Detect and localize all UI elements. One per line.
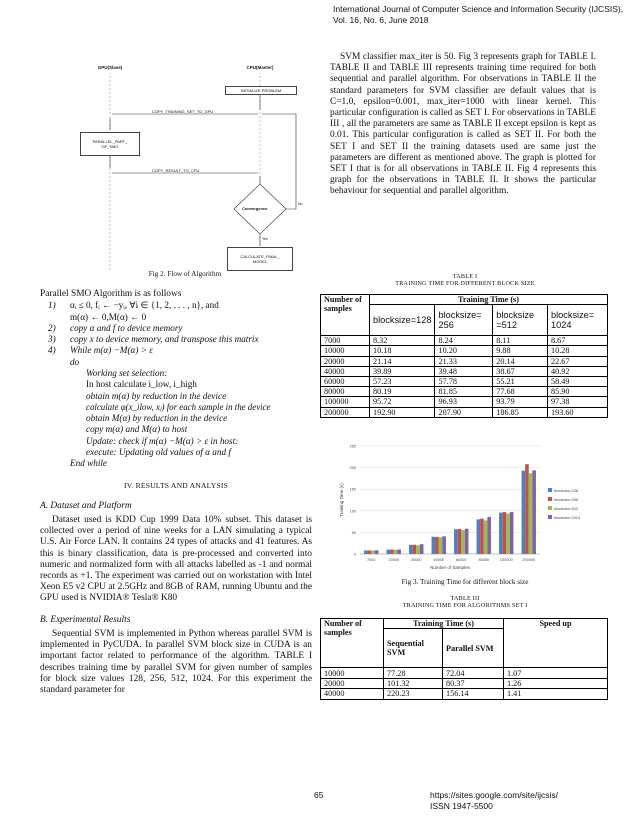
bar bbox=[364, 550, 368, 554]
table-cell: 77.68 bbox=[493, 387, 548, 397]
flow-diagram bbox=[72, 52, 302, 274]
table-cell: 1.41 bbox=[504, 689, 608, 699]
bar bbox=[394, 550, 398, 554]
bar bbox=[461, 530, 465, 554]
table-cell: 40000 bbox=[321, 366, 370, 376]
legend-label: blocksize=1024 bbox=[554, 515, 581, 520]
bar bbox=[529, 473, 533, 554]
table-cell: 58.49 bbox=[548, 376, 608, 386]
bar bbox=[375, 550, 379, 554]
table1-header: blocksize= 256 bbox=[435, 305, 493, 336]
table3-caption: TRAINING TIME FOR ALGORITHMS SET I bbox=[402, 602, 528, 609]
footer-url: https://sites.google.com/site/ijcsis/ bbox=[430, 790, 559, 800]
bar bbox=[503, 512, 507, 554]
algorithm-steps bbox=[40, 300, 312, 469]
table1-label: TABLE I bbox=[452, 273, 478, 280]
legend-label: blocksize=128 bbox=[554, 488, 579, 493]
loop-line: obtain m(α) by reduction in the device bbox=[86, 390, 227, 401]
footer-block bbox=[430, 790, 558, 812]
table-cell: 10.20 bbox=[435, 346, 493, 356]
x-tick-label: 10000 bbox=[388, 558, 400, 562]
y-tick-label: 150 bbox=[349, 487, 356, 492]
initialize-problem-box: INITIALIZE PROBLEM bbox=[225, 86, 297, 95]
x-tick-label: 80000 bbox=[478, 558, 490, 562]
table-cell: 8.67 bbox=[548, 336, 608, 346]
table1-caption: TRAINING TIME FOR DIFFERENT BLOCK SIZE bbox=[395, 280, 535, 287]
bar bbox=[506, 513, 510, 554]
algorithm-step bbox=[48, 345, 312, 356]
step-number: 3) bbox=[48, 334, 56, 345]
table-cell: 193.60 bbox=[548, 407, 608, 417]
table-row bbox=[321, 336, 608, 346]
bar bbox=[416, 545, 420, 554]
bar bbox=[465, 529, 469, 554]
table-row bbox=[321, 689, 608, 699]
table3-sub-header: Parallel SVM bbox=[443, 629, 504, 668]
step-text: m(α) ← 0,M(α) ← 0 bbox=[70, 311, 147, 322]
table-cell: 156.14 bbox=[443, 689, 504, 699]
table-cell: 10.28 bbox=[548, 346, 608, 356]
table-cell: 21.14 bbox=[370, 356, 435, 366]
x-tick-label: 20000 bbox=[410, 558, 422, 562]
paragraph-a: Dataset used is KDD Cup 1999 Data 10% subset. This dataset is collected over a period of nine weeks for a LAN simulating a typical U.S. Air Force LAN. It contains 24 types of attacks and 41 features. As this is binary classification, data is pre-processed and converted into numeric and normalized form with all attacks labelled as -1 and normal records as +1. The experiment was carried out on workstation with Intel Xeon E5 v2 CPU at 2.5GHz and 8GB of RAM, running Ubuntu and the GPU used is NVIDIA® Tesla® K80 bbox=[40, 515, 312, 604]
table-cell: 72.04 bbox=[443, 668, 504, 678]
legend-swatch bbox=[548, 515, 552, 519]
table-row bbox=[321, 376, 608, 386]
table1-header: blocksize=128 bbox=[370, 305, 435, 336]
table-cell: 80.19 bbox=[370, 387, 435, 397]
table3 bbox=[320, 618, 608, 700]
table-cell: 10000 bbox=[321, 346, 370, 356]
page-number: 65 bbox=[314, 790, 324, 800]
chart-svg bbox=[334, 440, 604, 575]
left-column bbox=[40, 289, 312, 696]
bar bbox=[499, 513, 503, 554]
table-cell: 80.37 bbox=[443, 678, 504, 688]
table-cell: 39.48 bbox=[435, 366, 493, 376]
bar bbox=[432, 537, 436, 554]
bar bbox=[397, 550, 401, 554]
step-text: copy x to device memory, and transpose this matrix bbox=[70, 334, 259, 345]
bar bbox=[510, 512, 514, 554]
y-axis-label: Training Time (s) bbox=[339, 483, 344, 517]
bar bbox=[409, 545, 413, 554]
table-cell: 207.90 bbox=[435, 407, 493, 417]
table-cell: 57.78 bbox=[435, 376, 493, 386]
bar bbox=[435, 537, 439, 554]
y-tick-label: 0 bbox=[353, 552, 356, 557]
table-cell: 20000 bbox=[321, 356, 370, 366]
calculate-model-line1: CALCULATE_FINAL_ bbox=[240, 254, 280, 259]
table3-sub-header: Sequential SVM bbox=[384, 629, 443, 668]
bar bbox=[420, 544, 424, 554]
bar bbox=[487, 517, 491, 554]
table-cell: 20000 bbox=[321, 678, 384, 688]
copy-training-label: COPY_TRAINING_SET_TO_GPU bbox=[152, 109, 214, 114]
bar bbox=[532, 470, 536, 554]
loop-line: execute: Updating old values of α and f bbox=[86, 447, 231, 458]
table-cell: 22.67 bbox=[548, 356, 608, 366]
table-cell: 8.24 bbox=[435, 336, 493, 346]
table-row bbox=[321, 397, 608, 407]
fig2-caption: Fig 2. Flow of Algorithm bbox=[148, 270, 222, 278]
x-tick-label: 7000 bbox=[367, 558, 376, 562]
cpu-master-label: CPU(Master) bbox=[230, 65, 290, 73]
table1-header: blocksize= 1024 bbox=[548, 305, 608, 336]
table-cell: 10000 bbox=[321, 668, 384, 678]
loop-do: do bbox=[70, 356, 80, 367]
bar bbox=[368, 550, 372, 554]
table1-header: blocksize =512 bbox=[493, 305, 548, 336]
bar bbox=[387, 550, 391, 554]
table1-caption-block bbox=[320, 273, 610, 287]
step-number: 2) bbox=[48, 322, 56, 333]
table-row bbox=[321, 407, 608, 417]
bar bbox=[454, 529, 458, 554]
bar bbox=[390, 550, 394, 554]
table-cell: 55.21 bbox=[493, 376, 548, 386]
table-row bbox=[321, 366, 608, 376]
step-number: 4) bbox=[48, 345, 56, 356]
table-cell: 40.92 bbox=[548, 366, 608, 376]
gpu-slave-label: GPU(Slave) bbox=[80, 65, 140, 73]
end-while: End while bbox=[70, 458, 108, 469]
table-cell: 200000 bbox=[321, 407, 370, 417]
table-cell: 39.89 bbox=[370, 366, 435, 376]
table-cell: 93.79 bbox=[493, 397, 548, 407]
loop-line: obtain M(α) by reduction in the device bbox=[86, 413, 228, 424]
legend-swatch bbox=[548, 506, 552, 510]
bar bbox=[477, 519, 481, 554]
x-tick-label: 200000 bbox=[522, 558, 536, 562]
legend-swatch bbox=[548, 488, 552, 492]
no-label: No bbox=[298, 202, 303, 206]
table-cell: 60000 bbox=[321, 376, 370, 386]
parallel-part-line2: OF_SMO bbox=[101, 144, 119, 149]
algorithm-title: Parallel SMO Algorithm is as follows bbox=[40, 289, 182, 299]
table3-label: TABLE III bbox=[450, 595, 480, 602]
journal-header bbox=[333, 4, 623, 26]
yes-label: Yes bbox=[262, 237, 268, 241]
calculate-model-line2: MODEL bbox=[252, 259, 268, 264]
algorithm-step bbox=[48, 300, 312, 311]
y-tick-label: 100 bbox=[349, 509, 356, 514]
table-cell: 77.28 bbox=[384, 668, 443, 678]
table-row bbox=[321, 346, 608, 356]
right-column bbox=[330, 52, 596, 198]
loop-line: calculate φ(x_ilow, xⱼ) for each sample in the device bbox=[86, 401, 271, 412]
table-cell: 38.67 bbox=[493, 366, 548, 376]
loop-line: Working set selection: bbox=[86, 367, 168, 378]
table-cell: 97.38 bbox=[548, 397, 608, 407]
table3-col0-header: Number of samples bbox=[321, 619, 384, 668]
x-tick-label: 60000 bbox=[455, 558, 467, 562]
bar bbox=[525, 464, 529, 554]
table-cell: 192.90 bbox=[370, 407, 435, 417]
legend-label: blocksize=512 bbox=[554, 506, 579, 511]
x-tick-label: 40000 bbox=[433, 558, 445, 562]
y-tick-label: 250 bbox=[349, 444, 356, 449]
parallel-part-line1: PARALLEL_PART_ bbox=[92, 139, 128, 144]
subsection-a: A. Dataset and Platform bbox=[40, 500, 132, 511]
loop-line: In host calculate i_low, i_high bbox=[86, 379, 197, 390]
algorithm-step bbox=[48, 323, 312, 334]
table-row bbox=[321, 356, 608, 366]
table-cell: 220.23 bbox=[384, 689, 443, 699]
table-cell: 186.85 bbox=[493, 407, 548, 417]
table-cell: 7000 bbox=[321, 336, 370, 346]
journal-header-line1: International Journal of Computer Science and Information Security (IJCSIS), bbox=[333, 4, 624, 14]
table-cell: 8.32 bbox=[370, 336, 435, 346]
x-axis-label: Number of Samples bbox=[430, 565, 470, 570]
table3-group-header: Training Time (s) bbox=[384, 619, 504, 629]
table1-col0-header: Number of samples bbox=[321, 295, 370, 336]
footer-issn: ISSN 1947-5500 bbox=[430, 801, 493, 811]
table-cell: 57.23 bbox=[370, 376, 435, 386]
step-number bbox=[48, 312, 70, 323]
subsection-b: B. Experimental Results bbox=[40, 614, 131, 625]
y-tick-label: 50 bbox=[351, 530, 356, 535]
bar bbox=[439, 537, 443, 554]
journal-header-line2: Vol. 16, No. 6, June 2018 bbox=[333, 15, 429, 25]
copy-result-label: COPY_RESULT_TO_CPU bbox=[152, 168, 200, 173]
fig3-chart bbox=[334, 440, 604, 575]
table-row bbox=[321, 668, 608, 678]
table-row bbox=[321, 678, 608, 688]
calculate-model-box bbox=[227, 247, 293, 271]
table1-group-header: Training Time (s) bbox=[370, 295, 608, 305]
table-cell: 10.18 bbox=[370, 346, 435, 356]
table-cell: 81.85 bbox=[435, 387, 493, 397]
bar bbox=[371, 550, 375, 554]
x-tick-label: 100000 bbox=[499, 558, 513, 562]
bar bbox=[522, 471, 526, 554]
table1 bbox=[320, 294, 608, 418]
step-text: αᵢ ≤ 0, fᵢ ← −yᵢ, ∀i ∈ {1, 2, . . . , n}, and bbox=[70, 300, 219, 311]
bar bbox=[413, 545, 417, 554]
right-paragraph: SVM classifier max_iter is 50. Fig 3 represents graph for TABLE I. TABLE II and TABLE III represents training time required for both sequential and parallel algorithm. For observations in TABLE II the standard parameters for SVM classifier are default values that is C=1.0, epsilon=0.001, max_iter=1000 with linear kernel. This particular configuration is called as SET I. For observations in TABLE III , all the parameters are same as TABLE II except epsilon is kept as 0.01. This particular configuration is called as SET II. For both the SET I and SET II the training datasets used are same just the parameters are different as mentioned above. The graph is plotted for SET I that is for all observations in TABLE II. Fig 4 represents this graph for the observations in TABLE II. It shows the particular behaviour for sequential and parallel algorithm. bbox=[330, 52, 596, 197]
step-text: copy α and f to device memory bbox=[70, 322, 183, 333]
bar bbox=[480, 519, 484, 554]
algorithm-step bbox=[48, 334, 312, 345]
table-cell: 9.88 bbox=[493, 346, 548, 356]
table-cell: 96.93 bbox=[435, 397, 493, 407]
bar bbox=[442, 536, 446, 554]
convergence-label: Convergence bbox=[242, 206, 268, 211]
legend-label: blocksize=256 bbox=[554, 497, 579, 502]
table-cell: 8.11 bbox=[493, 336, 548, 346]
loop-line: copy m(α) and M(α) to host bbox=[86, 424, 188, 435]
table-cell: 101.32 bbox=[384, 678, 443, 688]
table-cell: 80000 bbox=[321, 387, 370, 397]
table-cell: 100000 bbox=[321, 397, 370, 407]
legend-swatch bbox=[548, 497, 552, 501]
table-cell: 20.14 bbox=[493, 356, 548, 366]
section-heading: IV. RESULTS AND ANALYSIS bbox=[123, 480, 229, 490]
table-cell: 21.33 bbox=[435, 356, 493, 366]
parallel-part-box bbox=[80, 132, 140, 156]
algorithm-step bbox=[48, 312, 312, 323]
paragraph-b: Sequential SVM is implemented in Python whereas parallel SVM is implemented in PyCUDA. In parallel SVM block size in CUDA is an important factor related to performance of the algorithm. TABLE I describes training time by parallel SVM for given number of samples for block size values 128, 256, 512, 1024. For this experiment the standard parameter for bbox=[40, 628, 312, 695]
step-text: While m(α) −M(α) > ε bbox=[70, 345, 153, 356]
table-cell: 1.26 bbox=[504, 678, 608, 688]
bar bbox=[484, 520, 488, 554]
table-row bbox=[321, 387, 608, 397]
fig3-caption: Fig 3. Training Time for different block size bbox=[401, 578, 529, 586]
table-cell: 40000 bbox=[321, 689, 384, 699]
y-tick-label: 200 bbox=[349, 466, 356, 471]
table3-speed-header: Speed up bbox=[504, 619, 608, 668]
table-cell: 1.07 bbox=[504, 668, 608, 678]
table-cell: 95.72 bbox=[370, 397, 435, 407]
loop-line: Update: check if m(α) −M(α) > ε in host: bbox=[86, 435, 239, 446]
step-number: 1) bbox=[48, 300, 56, 311]
table3-caption-block bbox=[320, 595, 610, 609]
bar bbox=[458, 529, 462, 554]
table-cell: 85.90 bbox=[548, 387, 608, 397]
